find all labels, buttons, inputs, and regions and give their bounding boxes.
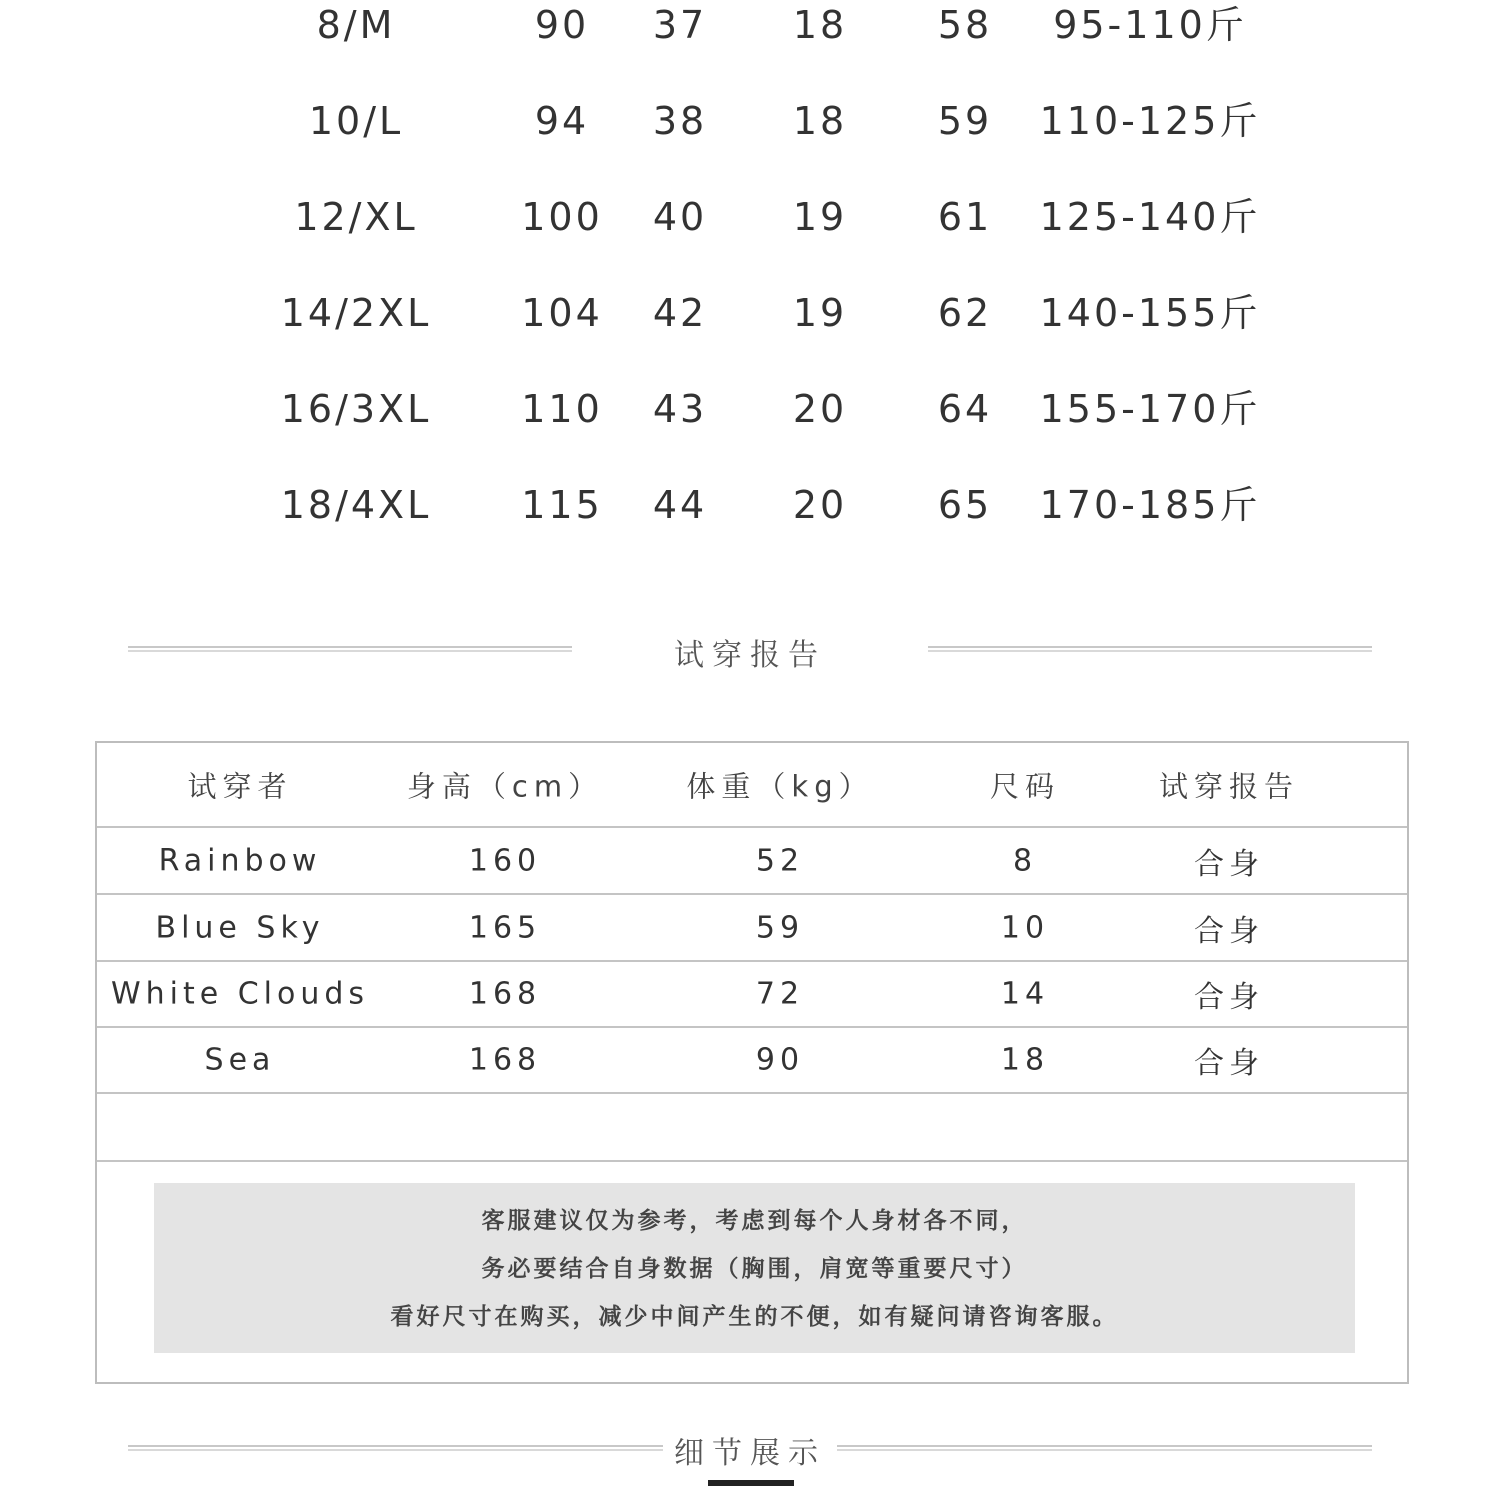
- weight-range: 170-185斤: [1039, 483, 1261, 527]
- size-value: 44: [652, 483, 708, 527]
- size-value: 59: [937, 99, 993, 143]
- size-row: [0, 96, 1500, 156]
- size-value: 37: [652, 3, 708, 47]
- size-cell: 18: [1000, 1042, 1050, 1078]
- notice-line: 看好尺寸在购买，减少中间产生的不便，如有疑问请咨询客服。: [390, 1304, 1119, 1330]
- height-cell: 168: [468, 976, 542, 1012]
- size-label: 8/M: [316, 3, 396, 47]
- column-header: 尺码: [989, 769, 1061, 803]
- table-row: [97, 895, 1407, 962]
- empty-row: [97, 1094, 1407, 1162]
- weight-range: 95-110斤: [1053, 3, 1247, 47]
- tester-name: Rainbow: [158, 843, 322, 878]
- size-label: 14/2XL: [280, 291, 432, 335]
- size-value: 20: [792, 483, 848, 527]
- tester-name: Blue Sky: [155, 910, 325, 945]
- fit-result-cell: 合身: [1194, 913, 1264, 949]
- weight-cell: 72: [755, 976, 805, 1012]
- size-value: 65: [937, 483, 993, 527]
- size-label: 16/3XL: [280, 387, 432, 431]
- title-underline: [708, 1480, 794, 1486]
- size-value: 43: [652, 387, 708, 431]
- size-value: 115: [521, 483, 603, 527]
- size-value: 64: [937, 387, 993, 431]
- tester-name: Sea: [204, 1042, 276, 1078]
- fit-result-cell: 合身: [1194, 980, 1264, 1015]
- size-value: 58: [937, 3, 993, 47]
- size-row: [0, 192, 1500, 252]
- size-value: 94: [534, 99, 590, 143]
- column-header: 体重（kg）: [686, 769, 874, 803]
- size-label: 12/XL: [294, 195, 418, 239]
- size-cell: 8: [1012, 843, 1038, 878]
- table-row: [97, 828, 1407, 895]
- size-row: [0, 480, 1500, 540]
- table-header-row: [97, 743, 1407, 828]
- column-header: 试穿者: [187, 769, 293, 803]
- size-cell: 10: [1000, 910, 1050, 945]
- notice-box: [154, 1183, 1355, 1353]
- size-value: 62: [937, 291, 993, 335]
- size-label: 18/4XL: [280, 483, 432, 527]
- height-cell: 165: [468, 910, 542, 945]
- column-header: 试穿报告: [1158, 769, 1300, 803]
- weight-range: 140-155斤: [1039, 291, 1261, 335]
- size-label: 10/L: [308, 99, 404, 143]
- notice-line: 务必要结合自身数据（胸围，肩宽等重要尺寸）: [481, 1256, 1028, 1282]
- weight-cell: 90: [755, 1042, 805, 1078]
- size-row: [0, 288, 1500, 348]
- fit-result-cell: 合身: [1194, 846, 1264, 882]
- weight-range: 110-125斤: [1039, 99, 1261, 143]
- size-chart: [0, 0, 1500, 560]
- size-value: 42: [652, 291, 708, 335]
- weight-cell: 52: [755, 843, 805, 878]
- size-value: 61: [937, 195, 993, 239]
- size-value: 40: [652, 195, 708, 239]
- size-cell: 14: [1000, 976, 1050, 1012]
- size-value: 110: [521, 387, 603, 431]
- height-cell: 168: [468, 1042, 542, 1078]
- column-header: 身高（cm）: [406, 769, 604, 803]
- table-row: [97, 962, 1407, 1028]
- fit-result-cell: 合身: [1194, 1046, 1264, 1081]
- size-value: 90: [534, 3, 590, 47]
- height-cell: 160: [468, 843, 542, 878]
- detail-section-title: 细节展示: [674, 1436, 826, 1471]
- size-value: 104: [521, 291, 603, 335]
- size-value: 100: [521, 195, 603, 239]
- weight-range: 155-170斤: [1039, 387, 1261, 431]
- weight-range: 125-140斤: [1039, 195, 1261, 239]
- weight-cell: 59: [755, 910, 805, 945]
- size-row: [0, 384, 1500, 444]
- size-value: 19: [792, 291, 848, 335]
- size-value: 19: [792, 195, 848, 239]
- report-section-title: 试穿报告: [674, 638, 826, 673]
- size-value: 38: [652, 99, 708, 143]
- size-value: 18: [792, 3, 848, 47]
- fitting-report-table: [95, 741, 1409, 1384]
- size-value: 18: [792, 99, 848, 143]
- notice-line: 客服建议仅为参考，考虑到每个人身材各不同，: [481, 1208, 1028, 1234]
- size-row: [0, 0, 1500, 60]
- tester-name: White Clouds: [110, 976, 370, 1012]
- size-value: 20: [792, 387, 848, 431]
- table-row: [97, 1028, 1407, 1094]
